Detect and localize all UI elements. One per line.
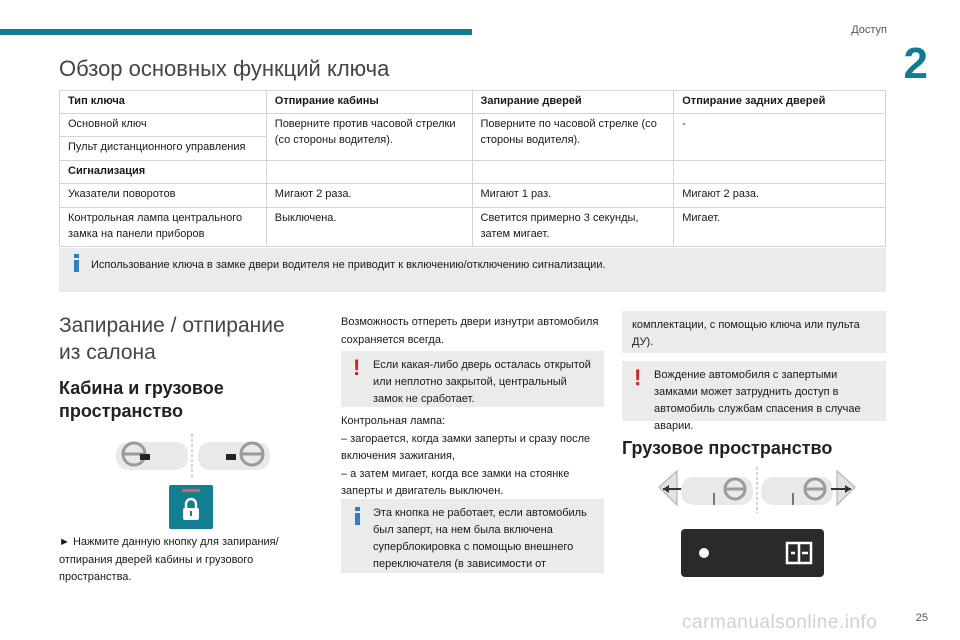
lamp-label: Контрольная лампа: — [341, 415, 446, 427]
key-functions-table — [59, 90, 886, 247]
cargo-steering-diagram — [655, 465, 860, 515]
page-title: Обзор основных функций ключа — [59, 56, 390, 81]
info-note-superlock — [341, 499, 604, 573]
info-icon — [355, 507, 360, 531]
warning-note-driving — [622, 361, 886, 433]
indicator-dot-icon — [699, 548, 709, 558]
info-text-continued: комплектации, с помощью ключа или пульта ДУ). — [632, 319, 860, 349]
cargo-lock-button[interactable] — [681, 529, 824, 577]
table-cell: - — [674, 114, 886, 161]
table-cell: Выключена. — [266, 207, 472, 246]
lamp-state-1: – загорается, когда замки заперты и сразу после включения зажигания, — [341, 432, 591, 463]
lamp-state-2: – а затем мигает, когда все замки на стоянке заперты и двигатель выключен. — [341, 467, 570, 498]
info-note-alarm — [59, 248, 886, 292]
table-row — [60, 183, 886, 207]
info-icon — [74, 254, 79, 278]
info-text: Эта кнопка не работает, если автомобиль был заперт, на нем была включена суперблокировка с помощью внешнего переключателя (в зависимости от — [373, 507, 587, 571]
section-heading: Запирание / отпирание из салона — [59, 314, 285, 365]
central-lock-button[interactable] — [169, 485, 213, 529]
table-cell: Мигают 1 раз. — [472, 183, 674, 207]
lamp-description — [341, 413, 603, 501]
table-row — [60, 114, 886, 137]
header-rule — [0, 29, 472, 35]
padlock-icon — [181, 497, 201, 521]
column-header: Отпирание кабины — [266, 91, 472, 114]
table-row — [60, 160, 886, 183]
table-cell: Мигают 2 раза. — [266, 183, 472, 207]
table-cell: Поверните против часовой стрелки (со стороны водителя). — [266, 114, 472, 161]
warning-icon: ! — [634, 365, 642, 390]
lock-button-instruction: ► Нажмите данную кнопку для запирания/отпирания дверей кабины и грузового пространства. — [59, 536, 279, 584]
table-cell: Светится примерно 3 секунды, затем мигает. — [472, 207, 674, 246]
table-cell — [266, 160, 472, 183]
column-header: Тип ключа — [60, 91, 267, 114]
table-cell: Основной ключ — [60, 114, 267, 137]
section-name: Доступ — [851, 24, 887, 36]
warning-text: Если какая-либо дверь осталась открытой или неплотно закрытой, центральный замок не сработает. — [373, 359, 591, 406]
intro-text: Возможность отпереть двери изнутри автомобиля сохраняется всегда. — [341, 316, 599, 346]
table-cell: Поверните по часовой стрелке (со стороны водителя). — [472, 114, 674, 161]
table-cell: Указатели поворотов — [60, 183, 267, 207]
cargo-door-icon — [785, 539, 813, 567]
column-header: Запирание дверей — [472, 91, 674, 114]
info-note-text: Использование ключа в замке двери водителя не приводит к включению/отключению сигнализации. — [91, 259, 606, 271]
subsection-heading: Кабина и грузовое пространство — [59, 378, 224, 422]
table-cell — [674, 160, 886, 183]
table-row — [60, 207, 886, 246]
table-cell: Мигают 2 раза. — [674, 183, 886, 207]
cabin-steering-diagram — [112, 432, 272, 480]
table-cell: Пульт дистанционного управления — [60, 136, 267, 160]
info-note-continued — [622, 311, 886, 353]
table-cell: Мигает. — [674, 207, 886, 246]
warning-icon: ! — [353, 355, 361, 380]
table-cell: Контрольная лампа центрального замка на панели приборов — [60, 207, 267, 246]
watermark: carmanualsonline.info — [682, 612, 878, 633]
subsection-heading-cargo: Грузовое пространство — [622, 438, 833, 458]
chapter-number: 2 — [903, 39, 928, 88]
column-header: Отпирание задних дверей — [674, 91, 886, 114]
page-number: 25 — [915, 612, 928, 624]
warning-text: Вождение автомобиля с запертыми замками может затруднить доступ в автомобиль службам спасения в случае аварии. — [654, 369, 861, 433]
table-header-row — [60, 91, 886, 114]
table-cell: Сигнализация — [60, 160, 267, 183]
table-cell — [472, 160, 674, 183]
warning-note-door — [341, 351, 604, 407]
